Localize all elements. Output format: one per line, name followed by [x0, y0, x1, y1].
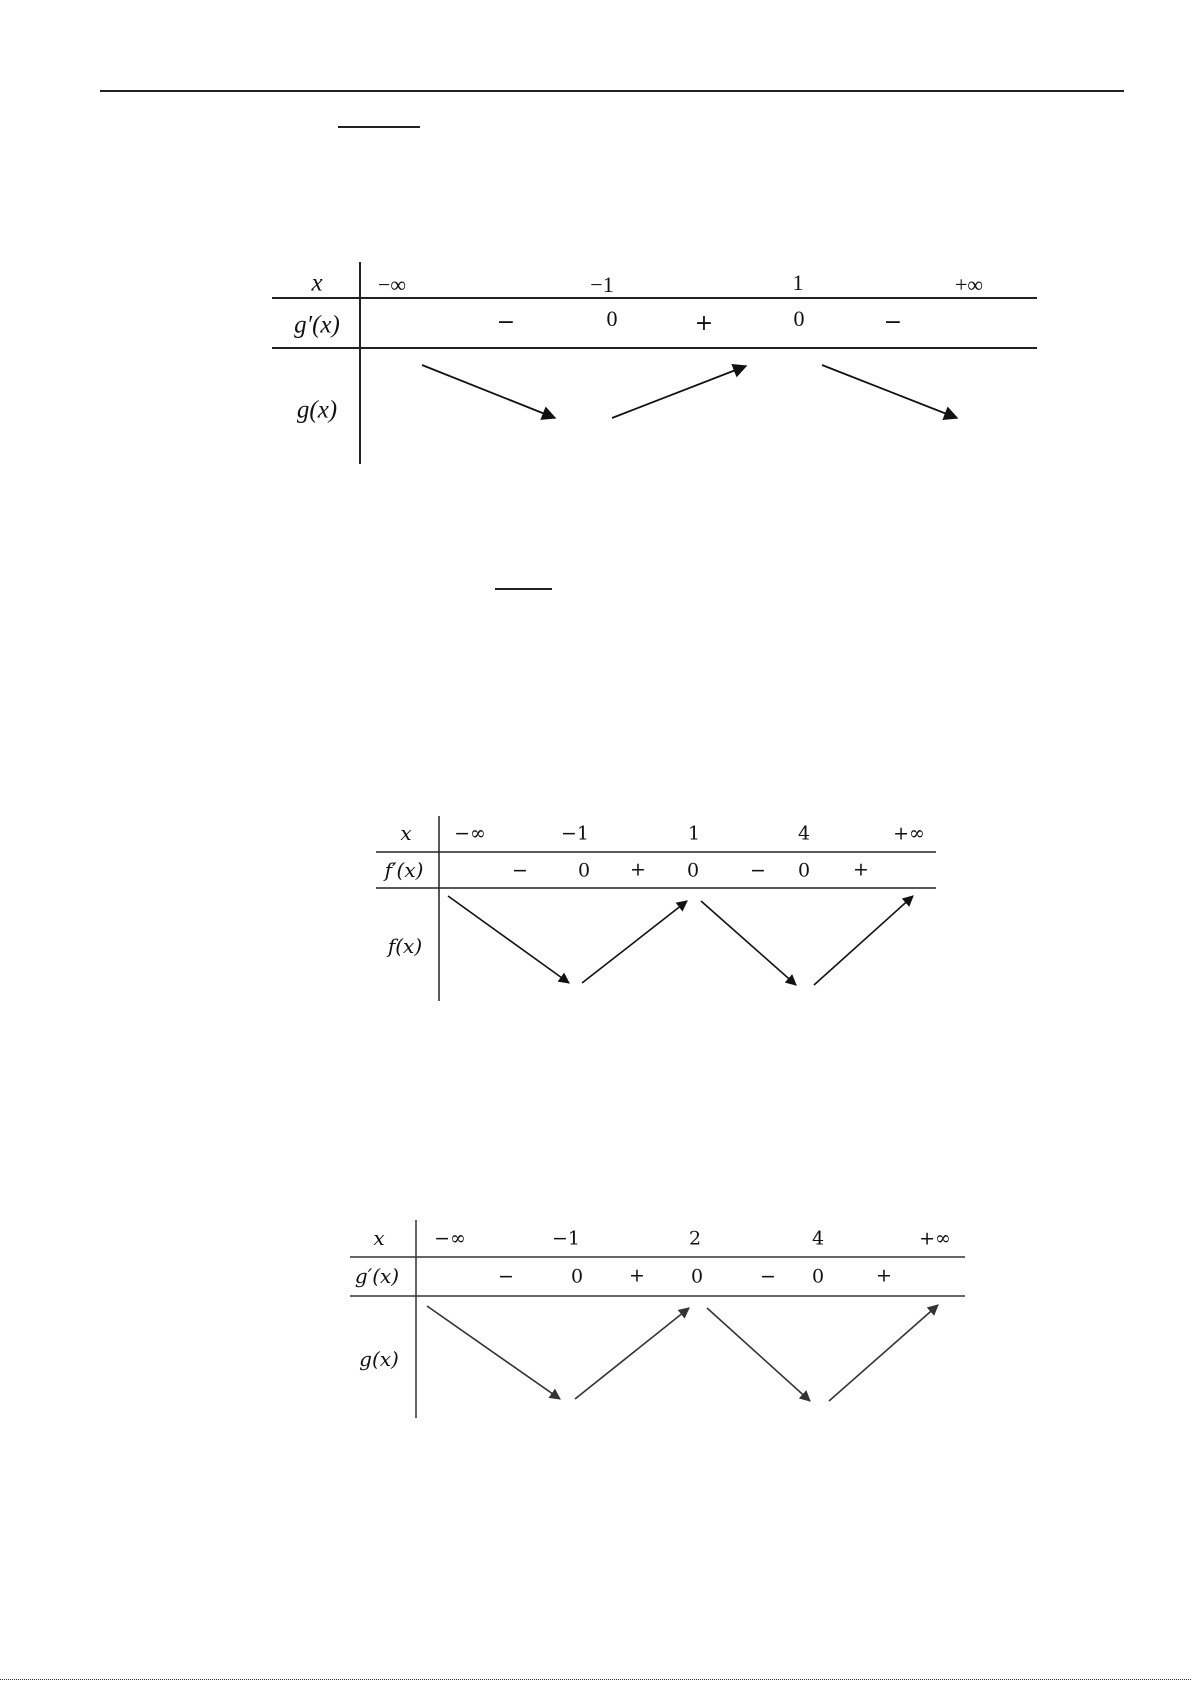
- table-1-arrow-decreasing: [822, 365, 957, 418]
- table-3-derivative-label: g′(x): [354, 1264, 400, 1288]
- table-3-x-label: x: [373, 1226, 385, 1250]
- table-1-sign: −: [496, 310, 516, 335]
- table-1-x-value: +∞: [954, 272, 984, 297]
- table-3-sign: 0: [690, 1265, 704, 1288]
- table-2-x-value: 4: [797, 822, 811, 845]
- footer-dotted-rule: [0, 1679, 1191, 1680]
- table-3-x-value: 4: [811, 1227, 825, 1250]
- table-3-x-value: +∞: [919, 1227, 951, 1250]
- table-2-arrow-increasing: [814, 896, 913, 985]
- table-3-arrow-decreasing: [707, 1308, 810, 1401]
- fraction-bar: [338, 126, 420, 128]
- table-1-function-label: g(x): [296, 396, 338, 424]
- table-2-sign: 0: [577, 859, 591, 882]
- table-3-sign: −: [498, 1265, 514, 1288]
- table-2-x-label: x: [400, 821, 412, 845]
- table-2-x-value: 1: [687, 822, 701, 845]
- table-1-arrow-increasing: [612, 366, 746, 418]
- variation-table-3: [350, 1220, 965, 1420]
- table-1-sign: 0: [606, 306, 618, 331]
- table-2-sign: −: [750, 859, 766, 882]
- table-3-arrow-increasing: [829, 1305, 938, 1401]
- table-2-arrow-decreasing: [701, 901, 796, 985]
- table-3-x-value: −∞: [434, 1227, 466, 1250]
- table-1-x-value: −1: [590, 272, 614, 297]
- table-1-x-label: x: [311, 269, 323, 297]
- fraction-bar: [495, 588, 552, 590]
- table-1-sign: +: [694, 311, 714, 336]
- table-1-sign: 0: [793, 306, 805, 331]
- table-1-derivative-label: g′(x): [294, 311, 340, 339]
- table-3-arrow-decreasing: [427, 1306, 560, 1399]
- table-3-function-label: g(x): [359, 1347, 399, 1371]
- table-2-arrow-decreasing: [448, 896, 569, 983]
- variation-table-1: [272, 258, 1037, 466]
- table-3-x-value: 2: [688, 1227, 702, 1250]
- table-2-sign: −: [512, 859, 528, 882]
- table-1-sign: −: [883, 310, 903, 335]
- table-2-sign: +: [853, 858, 869, 881]
- table-2-sign: 0: [797, 859, 811, 882]
- table-2-function-label: f(x): [387, 934, 423, 958]
- table-3-sign: 0: [570, 1265, 584, 1288]
- table-2-sign: +: [630, 858, 646, 881]
- variation-table-2: [376, 816, 936, 1002]
- table-3-x-value: −1: [551, 1227, 581, 1250]
- table-3-sign: +: [629, 1264, 645, 1287]
- table-3-arrow-increasing: [575, 1308, 689, 1399]
- table-2-sign: 0: [686, 859, 700, 882]
- table-1-arrow-decreasing: [422, 365, 555, 418]
- table-2-x-value: −1: [560, 822, 590, 845]
- table-3-lines: [350, 1220, 965, 1420]
- table-2-x-value: −∞: [454, 822, 486, 845]
- table-3-sign: −: [760, 1265, 776, 1288]
- table-2-arrow-increasing: [582, 901, 687, 983]
- table-2-x-value: +∞: [893, 822, 925, 845]
- header-rule: [100, 90, 1124, 92]
- table-3-sign: 0: [811, 1265, 825, 1288]
- table-1-x-value: 1: [792, 270, 804, 295]
- table-2-derivative-label: f′(x): [384, 858, 424, 882]
- table-3-sign: +: [876, 1264, 892, 1287]
- table-1-x-value: −∞: [377, 272, 407, 297]
